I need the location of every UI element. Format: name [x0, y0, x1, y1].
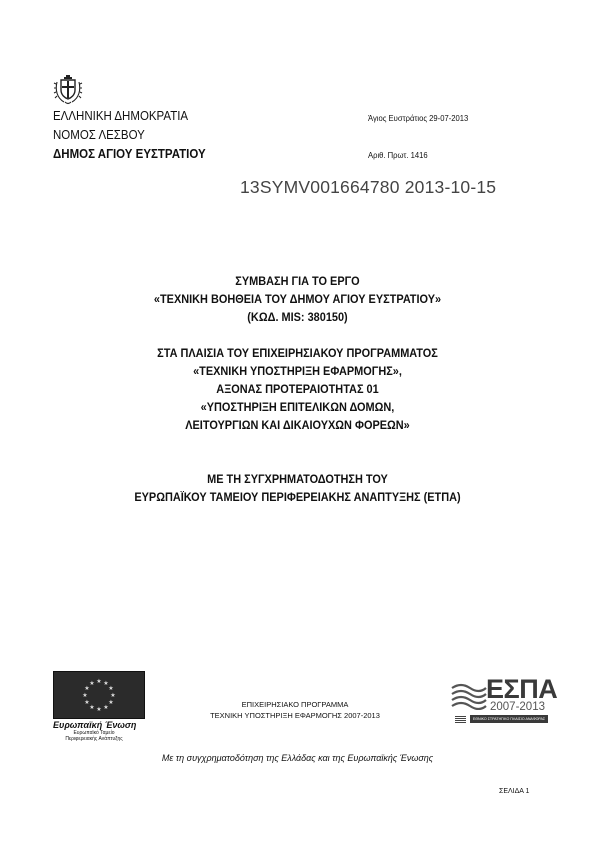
title-line: ΛΕΙΤΟΥΡΓΙΩΝ ΚΑΙ ΔΙΚΑΙΟΥΧΩΝ ΦΟΡΕΩΝ»: [185, 420, 410, 432]
title-line: ΣΤΑ ΠΛΑΙΣΙΑ ΤΟΥ ΕΠΙΧΕΙΡΗΣΙΑΚΟΥ ΠΡΟΓΡΑΜΜΑΤΟΣ: [157, 348, 438, 360]
title-line: ΜΕ ΤΗ ΣΥΓΧΡΗΜΑΤΟΔΟΤΗΣΗ ΤΟΥ: [207, 474, 388, 486]
svg-text:★: ★: [103, 704, 109, 711]
program-line: ΤΕΧΝΙΚΗ ΥΠΟΣΤΗΡΙΞΗ ΕΦΑΡΜΟΓΗΣ 2007-2013: [210, 711, 380, 720]
ada-number: 13SYMV001664780 2013-10-15: [240, 177, 497, 197]
svg-text:★: ★: [89, 704, 95, 711]
header-prefecture: ΝΟΜΟΣ ΛΕΣΒΟΥ: [53, 128, 145, 142]
title-line: ΣΥΜΒΑΣΗ ΓΙΑ ΤΟ ΕΡΓΟ: [235, 276, 360, 288]
header-country: ΕΛΛΗΝΙΚΗ ΔΗΜΟΚΡΑΤΙΑ: [53, 109, 189, 123]
title-line: «ΤΕΧΝΙΚΗ ΥΠΟΣΤΗΡΙΞΗ ΕΦΑΡΜΟΓΗΣ»,: [193, 366, 402, 378]
svg-text:★: ★: [96, 678, 102, 685]
cofunding-title-block: [0, 471, 595, 507]
cofunding-note: Με τη συγχρηματοδότηση της Ελλάδας και της Ευρωπαϊκής Ένωσης: [161, 753, 434, 763]
svg-text:★: ★: [110, 692, 116, 699]
svg-text:★: ★: [89, 680, 95, 687]
cofunding-note-wrap: [0, 748, 595, 766]
eu-logo-name: Ευρωπαϊκή Ένωση: [53, 720, 137, 730]
svg-text:★: ★: [84, 699, 90, 706]
svg-text:★: ★: [96, 706, 102, 713]
place-date: Άγιος Ευστράτιος 29-07-2013: [368, 113, 469, 123]
eu-logo-sub2: Περιφερειακής Ανάπτυξης: [65, 736, 123, 742]
contract-title-block: [0, 273, 595, 327]
svg-text:★: ★: [82, 692, 88, 699]
program-line: ΕΠΙΧΕΙΡΗΣΙΑΚΟ ΠΡΟΓΡΑΜΜΑ: [241, 700, 349, 709]
greek-flag-icon: [455, 716, 466, 723]
title-line: «ΥΠΟΣΤΗΡΙΞΗ ΕΠΙΤΕΛΙΚΩΝ ΔΟΜΩΝ,: [200, 402, 395, 414]
eu-flag-logo: [53, 671, 145, 742]
espa-waves-icon: [450, 680, 488, 710]
header-municipality: ΔΗΜΟΣ ΑΓΙΟΥ ΕΥΣΤΡΑΤΙΟΥ: [53, 147, 206, 161]
title-line: ΕΥΡΩΠΑΪΚΟΥ ΤΑΜΕΙΟΥ ΠΕΡΙΦΕΡΕΙΑΚΗΣ ΑΝΑΠΤΥΞΗΣ (ΕΤΠΑ): [134, 492, 461, 504]
svg-text:★: ★: [103, 680, 109, 687]
eu-logo-sub1: Ευρωπαϊκό Ταμείο: [73, 730, 115, 736]
program-caption: [190, 699, 400, 721]
espa-years: 2007-2013: [490, 701, 545, 713]
greek-coat-of-arms-icon: [52, 72, 84, 106]
title-line: ΑΞΟΝΑΣ ΠΡΟΤΕΡΑΙΟΤΗΤΑΣ 01: [216, 384, 379, 396]
espa-text: ΕΣΠΑ: [486, 674, 558, 704]
eu-flag-icon: [53, 671, 145, 719]
svg-text:★: ★: [108, 699, 114, 706]
title-line: «ΤΕΧΝΙΚΗ ΒΟΗΘΕΙΑ ΤΟΥ ΔΗΜΟΥ ΑΓΙΟΥ ΕΥΣΤΡΑΤΙΟΥ»: [153, 294, 442, 306]
program-title-block: [0, 345, 595, 435]
espa-tagline: ΕΘΝΙΚΟ ΣΤΡΑΤΗΓΙΚΟ ΠΛΑΙΣΙΟ ΑΝΑΦΟΡΑΣ: [470, 715, 548, 723]
svg-text:★: ★: [108, 685, 114, 692]
page-number: ΣΕΛΙΔΑ 1: [499, 788, 530, 795]
espa-logo: [450, 674, 558, 726]
protocol-number: Αριθ. Πρωτ. 1416: [368, 150, 428, 160]
title-line: (ΚΩΔ. MIS: 380150): [247, 312, 348, 324]
svg-text:★: ★: [84, 685, 90, 692]
